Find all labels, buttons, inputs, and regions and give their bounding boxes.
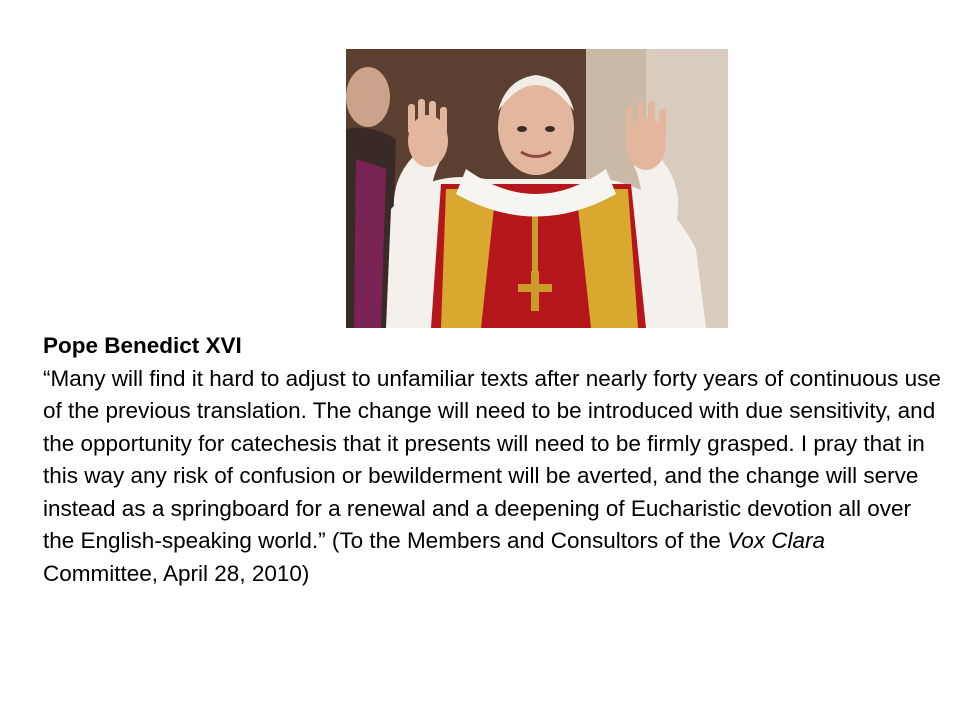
quote-block bbox=[43, 330, 943, 590]
citation-prefix: (To the Members and Consultors of the bbox=[325, 528, 728, 553]
quote-text: “Many will find it hard to adjust to unfamiliar texts after nearly forty years of continuous use of the previous translation. The change will need to be introduced with due sensitivity, and the opportunity for catechesis that it presents will need to be firmly grasped. I pray that in this way any risk of confusion or bewilderment will be averted, and the change will serve instead as a springboard for a renewal and a deepening of Eucharistic devotion all over the English-speaking world.” bbox=[43, 365, 941, 553]
pope-waving-image bbox=[346, 49, 728, 328]
citation-italic: Vox Clara bbox=[727, 528, 826, 553]
quote-paragraph bbox=[43, 363, 943, 591]
citation-suffix: Committee, April 28, 2010) bbox=[43, 560, 310, 586]
speaker-name: Pope Benedict XVI bbox=[43, 333, 242, 358]
pope-photo bbox=[346, 49, 728, 328]
